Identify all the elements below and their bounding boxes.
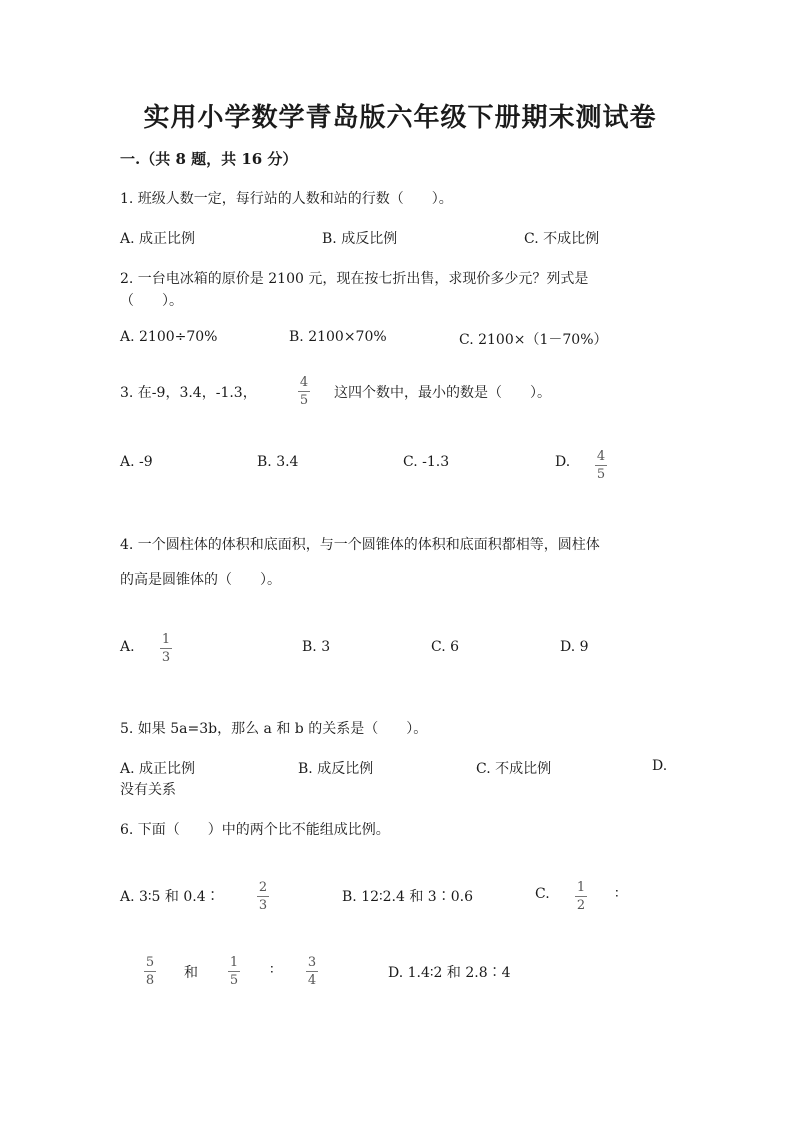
fraction-numerator: 4 (299, 375, 309, 390)
question-3-option-d-fraction (595, 450, 607, 481)
question-5-option-a: A. 成正比例 (120, 761, 196, 777)
fraction-bar (144, 971, 156, 972)
question-5-option-b: B. 成反比例 (298, 761, 374, 777)
fraction-denominator: 2 (576, 898, 586, 913)
fraction-denominator: 5 (229, 973, 239, 988)
page-title: 实用小学数学青岛版六年级下册期末测试卷 (143, 103, 657, 133)
question-6-line2-fraction-1 (144, 956, 156, 987)
question-4-option-b: B. 3 (302, 639, 331, 655)
question-3-option-d: D. (555, 454, 571, 470)
question-3-stem-after: 这四个数中，最小的数是（ ）。 (334, 385, 551, 401)
fraction-numerator: 1 (576, 880, 586, 895)
fraction-numerator: 4 (596, 449, 606, 464)
question-1-stem: 1. 班级人数一定，每行站的人数和站的行数（ ）。 (120, 191, 453, 207)
question-6-option-a-fraction (257, 881, 269, 912)
question-5-stem: 5. 如果 5a=3b，那么 a 和 b 的关系是（ ）。 (120, 721, 428, 737)
question-3-stem-before: 3. 在-9，3.4，-1.3， (120, 385, 257, 401)
question-3-option-b: B. 3.4 (257, 454, 299, 470)
question-5-option-d-wrap: 没有关系 (120, 782, 176, 798)
fraction-numerator: 3 (307, 955, 317, 970)
question-4-option-c: C. 6 (431, 639, 460, 655)
question-1-option-a: A. 成正比例 (120, 231, 196, 247)
fraction-bar (595, 465, 607, 466)
question-6-option-d: D. 1.4∶2 和 2.8∶4 (388, 965, 511, 981)
question-6-stem: 6. 下面（ ）中的两个比不能组成比例。 (120, 822, 390, 838)
section-heading: 一.（共 8 题，共 16 分） (120, 150, 298, 168)
question-2-stem-line2: （ ）。 (120, 293, 183, 309)
question-4-option-a-fraction (160, 633, 172, 664)
question-6-line2-fraction-2 (228, 956, 240, 987)
question-3-stem-fraction (298, 376, 310, 407)
question-4-stem-line2: 的高是圆锥体的（ ）。 (120, 572, 281, 588)
question-6-option-a: A. 3∶5 和 0.4∶ (120, 889, 220, 905)
fraction-bar (575, 896, 587, 897)
question-4-option-d: D. 9 (560, 639, 589, 655)
question-3-option-c: C. -1.3 (403, 454, 450, 470)
question-2-option-a: A. 2100÷70% (120, 329, 218, 345)
question-5-option-d: D. (652, 758, 668, 774)
question-6-option-c-fraction (575, 881, 587, 912)
fraction-denominator: 3 (161, 650, 171, 665)
question-6-option-c-colon: ∶ (615, 886, 619, 902)
fraction-numerator: 5 (145, 955, 155, 970)
fraction-numerator: 1 (161, 632, 171, 647)
question-1-option-b: B. 成反比例 (322, 231, 398, 247)
fraction-numerator: 1 (229, 955, 239, 970)
question-6-line2-fraction-3 (306, 956, 318, 987)
question-6-option-c: C. (535, 886, 550, 902)
question-2-option-b: B. 2100×70% (289, 329, 387, 345)
question-4-option-a: A. (120, 639, 135, 655)
question-2-option-c: C. 2100×（1－70%） (459, 332, 608, 348)
question-6-option-b: B. 12∶2.4 和 3∶0.6 (342, 889, 473, 905)
fraction-bar (228, 971, 240, 972)
fraction-denominator: 5 (299, 393, 309, 408)
question-3-option-a: A. -9 (120, 454, 153, 470)
fraction-numerator: 2 (258, 880, 268, 895)
question-2-stem-line1: 2. 一台电冰箱的原价是 2100 元，现在按七折出售，求现价多少元？列式是 (120, 271, 589, 287)
fraction-bar (160, 648, 172, 649)
fraction-denominator: 8 (145, 973, 155, 988)
question-6-line2-and: 和 (184, 965, 198, 981)
fraction-bar (298, 391, 310, 392)
fraction-bar (257, 896, 269, 897)
fraction-bar (306, 971, 318, 972)
fraction-denominator: 5 (596, 467, 606, 482)
question-6-line2-colon: ∶ (270, 962, 274, 978)
question-4-stem-line1: 4. 一个圆柱体的体积和底面积，与一个圆锥体的体积和底面积都相等，圆柱体 (120, 537, 600, 553)
fraction-denominator: 3 (258, 898, 268, 913)
question-1-option-c: C. 不成比例 (524, 231, 600, 247)
fraction-denominator: 4 (307, 973, 317, 988)
question-5-option-c: C. 不成比例 (476, 761, 552, 777)
